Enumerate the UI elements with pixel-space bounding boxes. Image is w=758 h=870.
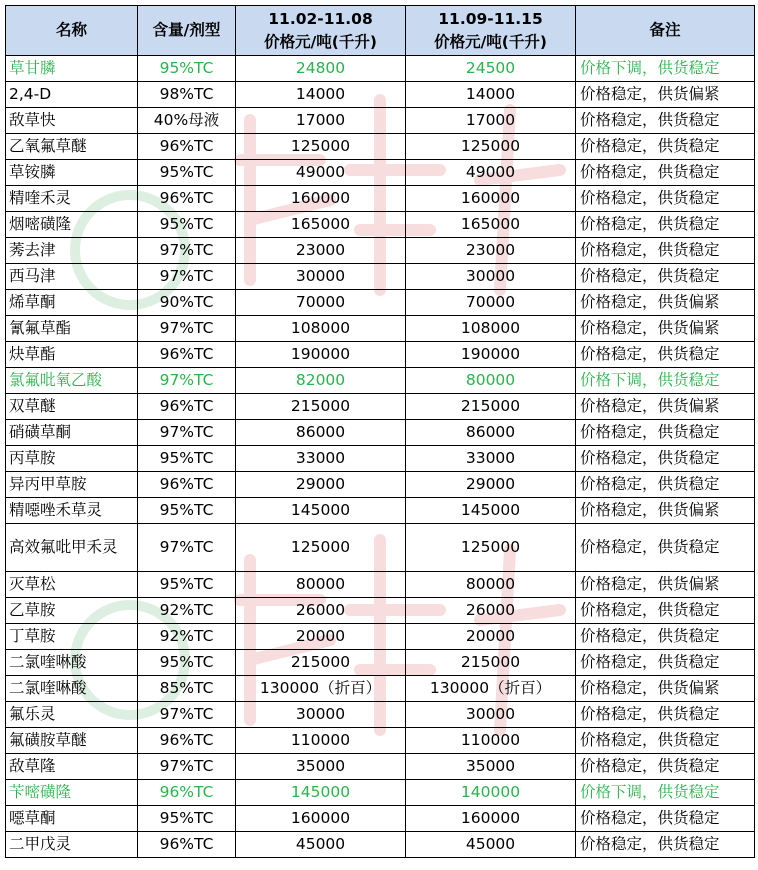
cell-spec: 92%TC [138, 624, 236, 650]
cell-note: 价格稳定，供货稳定 [576, 832, 755, 858]
cell-name: 二氯喹啉酸 [6, 676, 138, 702]
table-row [6, 754, 755, 780]
cell-p2: 125000 [406, 524, 576, 572]
cell-p1: 86000 [236, 420, 406, 446]
table-row [6, 728, 755, 754]
cell-p2: 17000 [406, 108, 576, 134]
cell-note: 价格稳定，供货稳定 [576, 342, 755, 368]
cell-p2: 160000 [406, 806, 576, 832]
table-row [6, 316, 755, 342]
cell-spec: 90%TC [138, 290, 236, 316]
cell-note: 价格稳定，供货偏紧 [576, 572, 755, 598]
cell-name: 精噁唑禾草灵 [6, 498, 138, 524]
cell-p2: 26000 [406, 598, 576, 624]
cell-p2: 23000 [406, 238, 576, 264]
cell-spec: 96%TC [138, 186, 236, 212]
table-row [6, 56, 755, 82]
cell-p1: 215000 [236, 650, 406, 676]
cell-p2: 45000 [406, 832, 576, 858]
table-row [6, 82, 755, 108]
cell-p1: 35000 [236, 754, 406, 780]
cell-name: 草甘膦 [6, 56, 138, 82]
cell-spec: 95%TC [138, 498, 236, 524]
cell-p1: 110000 [236, 728, 406, 754]
cell-p1: 45000 [236, 832, 406, 858]
cell-p2: 80000 [406, 572, 576, 598]
cell-spec: 96%TC [138, 134, 236, 160]
table-row [6, 186, 755, 212]
cell-p1: 125000 [236, 524, 406, 572]
cell-p2: 33000 [406, 446, 576, 472]
cell-p2: 125000 [406, 134, 576, 160]
period2-label: 11.09-11.15 [438, 9, 543, 28]
cell-p2: 35000 [406, 754, 576, 780]
cell-p2: 108000 [406, 316, 576, 342]
cell-p1: 145000 [236, 498, 406, 524]
table-row [6, 498, 755, 524]
cell-spec: 96%TC [138, 832, 236, 858]
cell-note: 价格稳定，供货稳定 [576, 806, 755, 832]
cell-spec: 96%TC [138, 472, 236, 498]
cell-p1: 30000 [236, 702, 406, 728]
cell-p2: 86000 [406, 420, 576, 446]
cell-p1: 160000 [236, 186, 406, 212]
table-row [6, 212, 755, 238]
cell-p1: 49000 [236, 160, 406, 186]
cell-note: 价格稳定，供货偏紧 [576, 676, 755, 702]
cell-p1: 33000 [236, 446, 406, 472]
cell-name: 二甲戊灵 [6, 832, 138, 858]
cell-name: 炔草酯 [6, 342, 138, 368]
cell-spec: 95%TC [138, 446, 236, 472]
table-row [6, 524, 755, 572]
cell-note: 价格稳定，供货稳定 [576, 420, 755, 446]
cell-p1: 26000 [236, 598, 406, 624]
cell-name: 乙氧氟草醚 [6, 134, 138, 160]
cell-p1: 125000 [236, 134, 406, 160]
cell-p2: 70000 [406, 290, 576, 316]
cell-name: 丙草胺 [6, 446, 138, 472]
cell-p2: 30000 [406, 264, 576, 290]
table-row [6, 134, 755, 160]
cell-name: 草铵膦 [6, 160, 138, 186]
cell-name: 2,4-D [6, 82, 138, 108]
cell-p2: 30000 [406, 702, 576, 728]
cell-spec: 92%TC [138, 598, 236, 624]
cell-spec: 96%TC [138, 394, 236, 420]
cell-name: 烯草酮 [6, 290, 138, 316]
cell-spec: 96%TC [138, 342, 236, 368]
cell-p2: 29000 [406, 472, 576, 498]
cell-p2: 14000 [406, 82, 576, 108]
cell-note: 价格稳定，供货稳定 [576, 212, 755, 238]
cell-spec: 95%TC [138, 650, 236, 676]
cell-note: 价格稳定，供货稳定 [576, 650, 755, 676]
table-row [6, 806, 755, 832]
cell-p2: 110000 [406, 728, 576, 754]
cell-name: 敌草隆 [6, 754, 138, 780]
cell-spec: 95%TC [138, 806, 236, 832]
cell-p1: 160000 [236, 806, 406, 832]
cell-note: 价格稳定，供货稳定 [576, 524, 755, 572]
cell-spec: 97%TC [138, 754, 236, 780]
cell-spec: 97%TC [138, 524, 236, 572]
table-row [6, 238, 755, 264]
cell-spec: 97%TC [138, 264, 236, 290]
cell-p2: 20000 [406, 624, 576, 650]
cell-note: 价格稳定，供货偏紧 [576, 394, 755, 420]
cell-p1: 108000 [236, 316, 406, 342]
cell-name: 双草醚 [6, 394, 138, 420]
cell-name: 二氯喹啉酸 [6, 650, 138, 676]
cell-p1: 130000（折百） [236, 676, 406, 702]
cell-name: 丁草胺 [6, 624, 138, 650]
cell-name: 异丙甲草胺 [6, 472, 138, 498]
cell-note: 价格稳定，供货稳定 [576, 186, 755, 212]
cell-name: 硝磺草酮 [6, 420, 138, 446]
cell-name: 氰氟草酯 [6, 316, 138, 342]
cell-p1: 82000 [236, 368, 406, 394]
cell-note: 价格稳定，供货稳定 [576, 702, 755, 728]
cell-name: 苄嘧磺隆 [6, 780, 138, 806]
table-row [6, 780, 755, 806]
cell-note: 价格稳定，供货稳定 [576, 624, 755, 650]
cell-p2: 160000 [406, 186, 576, 212]
cell-note: 价格稳定，供货偏紧 [576, 316, 755, 342]
cell-spec: 97%TC [138, 368, 236, 394]
table-row [6, 832, 755, 858]
cell-p2: 145000 [406, 498, 576, 524]
cell-p1: 145000 [236, 780, 406, 806]
table-row [6, 342, 755, 368]
cell-p1: 17000 [236, 108, 406, 134]
cell-p1: 190000 [236, 342, 406, 368]
cell-p2: 190000 [406, 342, 576, 368]
header-note: 备注 [576, 6, 755, 56]
cell-note: 价格稳定，供货稳定 [576, 754, 755, 780]
table-row [6, 650, 755, 676]
period2-unit: 价格元/吨(千升) [434, 32, 547, 51]
cell-spec: 97%TC [138, 316, 236, 342]
cell-note: 价格稳定，供货稳定 [576, 238, 755, 264]
cell-name: 噁草酮 [6, 806, 138, 832]
header-period2 [406, 6, 576, 56]
table-row [6, 108, 755, 134]
cell-name: 氟乐灵 [6, 702, 138, 728]
cell-p1: 20000 [236, 624, 406, 650]
cell-note: 价格下调，供货稳定 [576, 780, 755, 806]
cell-spec: 96%TC [138, 780, 236, 806]
cell-spec: 97%TC [138, 420, 236, 446]
cell-spec: 85%TC [138, 676, 236, 702]
cell-spec: 95%TC [138, 56, 236, 82]
cell-name: 精喹禾灵 [6, 186, 138, 212]
table-row [6, 446, 755, 472]
cell-name: 氯氟吡氧乙酸 [6, 368, 138, 394]
cell-note: 价格稳定，供货稳定 [576, 108, 755, 134]
cell-p1: 215000 [236, 394, 406, 420]
cell-note: 价格下调，供货稳定 [576, 368, 755, 394]
table-row [6, 368, 755, 394]
cell-spec: 97%TC [138, 702, 236, 728]
table-row [6, 598, 755, 624]
cell-note: 价格稳定，供货稳定 [576, 446, 755, 472]
table-row [6, 676, 755, 702]
cell-p2: 24500 [406, 56, 576, 82]
cell-p2: 215000 [406, 394, 576, 420]
table-row [6, 290, 755, 316]
cell-note: 价格稳定，供货稳定 [576, 472, 755, 498]
cell-name: 莠去津 [6, 238, 138, 264]
cell-note: 价格稳定，供货稳定 [576, 598, 755, 624]
cell-p2: 215000 [406, 650, 576, 676]
table-body [6, 56, 755, 858]
table-row [6, 624, 755, 650]
cell-p2: 165000 [406, 212, 576, 238]
cell-name: 灭草松 [6, 572, 138, 598]
cell-p2: 140000 [406, 780, 576, 806]
cell-p1: 14000 [236, 82, 406, 108]
cell-spec: 95%TC [138, 572, 236, 598]
cell-note: 价格稳定，供货稳定 [576, 264, 755, 290]
table-row [6, 394, 755, 420]
cell-spec: 95%TC [138, 212, 236, 238]
cell-spec: 97%TC [138, 238, 236, 264]
cell-name: 高效氟吡甲禾灵 [6, 524, 138, 572]
cell-p1: 24800 [236, 56, 406, 82]
cell-spec: 95%TC [138, 160, 236, 186]
cell-name: 西马津 [6, 264, 138, 290]
cell-p1: 165000 [236, 212, 406, 238]
cell-p1: 70000 [236, 290, 406, 316]
cell-spec: 98%TC [138, 82, 236, 108]
price-table [5, 5, 755, 858]
period1-label: 11.02-11.08 [268, 9, 373, 28]
table-row [6, 472, 755, 498]
cell-note: 价格稳定，供货稳定 [576, 728, 755, 754]
table-row [6, 702, 755, 728]
cell-spec: 96%TC [138, 728, 236, 754]
header-row [6, 6, 755, 56]
period1-unit: 价格元/吨(千升) [264, 32, 377, 51]
header-spec: 含量/剂型 [138, 6, 236, 56]
cell-name: 敌草快 [6, 108, 138, 134]
cell-p2: 49000 [406, 160, 576, 186]
cell-name: 乙草胺 [6, 598, 138, 624]
table-row [6, 160, 755, 186]
cell-note: 价格稳定，供货稳定 [576, 160, 755, 186]
cell-p2: 130000（折百） [406, 676, 576, 702]
header-period1 [236, 6, 406, 56]
cell-p2: 80000 [406, 368, 576, 394]
cell-spec: 40%母液 [138, 108, 236, 134]
cell-note: 价格下调，供货稳定 [576, 56, 755, 82]
cell-p1: 29000 [236, 472, 406, 498]
cell-note: 价格稳定，供货偏紧 [576, 290, 755, 316]
cell-name: 烟嘧磺隆 [6, 212, 138, 238]
cell-p1: 80000 [236, 572, 406, 598]
header-name: 名称 [6, 6, 138, 56]
cell-p1: 23000 [236, 238, 406, 264]
table-row [6, 572, 755, 598]
cell-note: 价格稳定，供货稳定 [576, 134, 755, 160]
table-row [6, 264, 755, 290]
table-row [6, 420, 755, 446]
cell-note: 价格稳定，供货偏紧 [576, 498, 755, 524]
cell-name: 氟磺胺草醚 [6, 728, 138, 754]
cell-p1: 30000 [236, 264, 406, 290]
cell-note: 价格稳定，供货偏紧 [576, 82, 755, 108]
